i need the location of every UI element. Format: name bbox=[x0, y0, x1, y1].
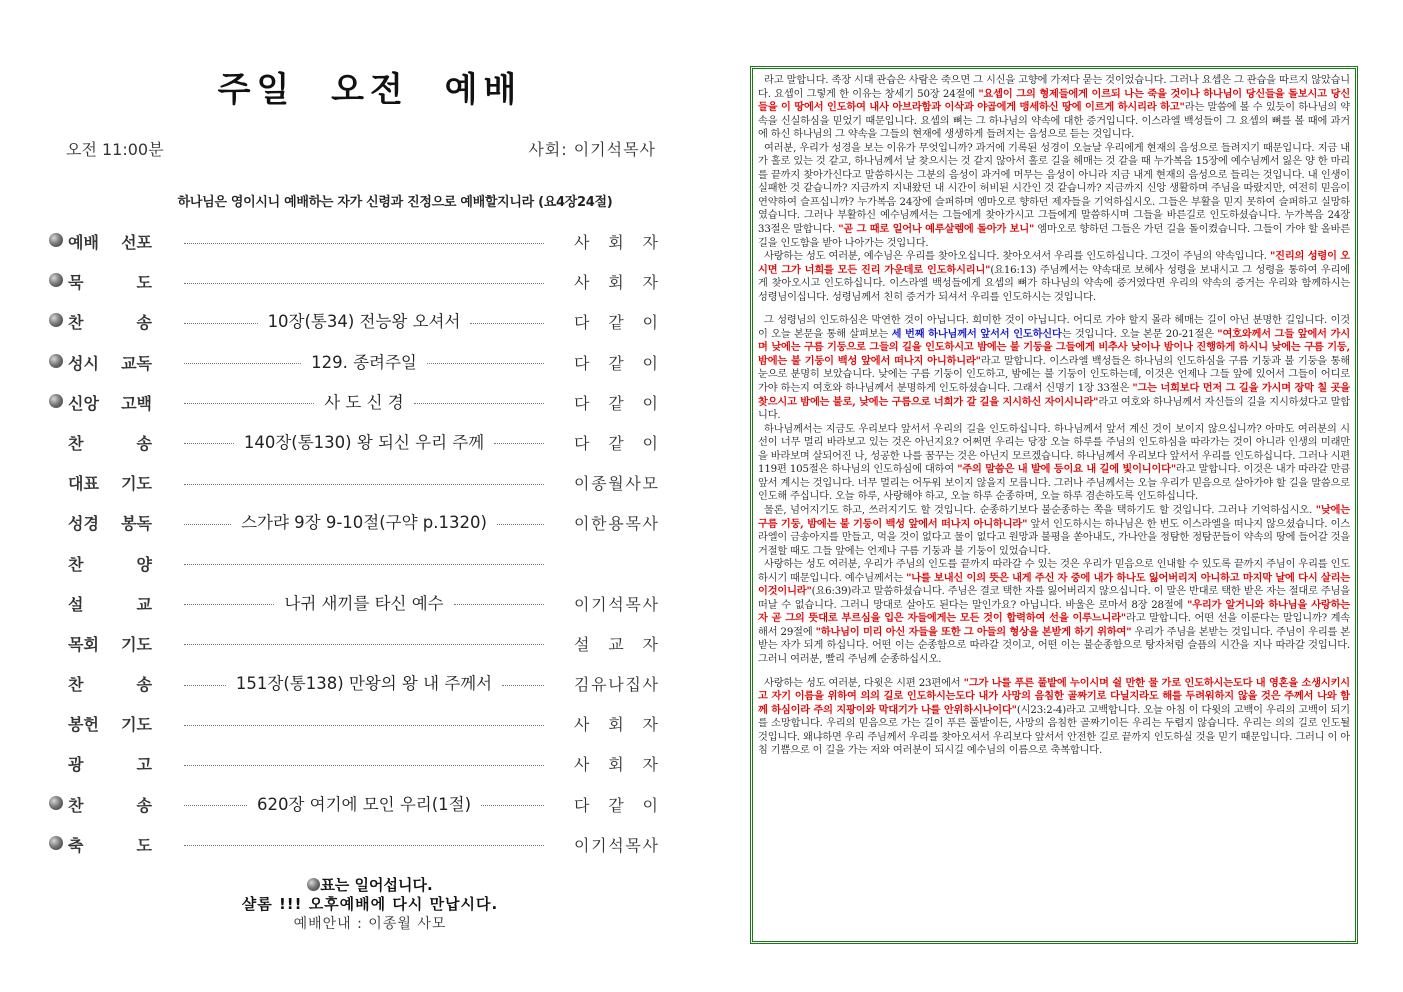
leader-dots bbox=[184, 805, 247, 806]
leader-dots bbox=[481, 805, 544, 806]
order-item-presenter-part: 한 bbox=[591, 514, 607, 534]
sermon-text-run: 앞서 인도하시는 하나님은 한 번도 이스라엘을 떠나지 않으셨습니다. 이스라엘이 금송아지를 만들고, 먹을 것이 없다고 물이 없다고 원망과 불평을 쏟아내도, 가나안을 정탐한 정탐꾼들이 약속의 땅에 들어갈 것을 거절할 때도 그들 앞에는 언제나 구름 기둥과 불 기둥이 있었습니다. bbox=[758, 518, 1350, 557]
sermon-text-run: 하나님께서는 지금도 우리보다 앞서서 우리의 길을 인도하십니다. 하나님께서 앞서 계신 것이 보이지 않으십니까? 아마도 여러분의 시선이 너무 멀리 바라보고 있는 것은 아닌지요? 어쩌면 우리는 당장 오늘 하루를 주님의 인도하심을 따라가는 것이 아니라 인생의 미래만을 바라보며 살되어진 나, 성공한 나를 꿈꾸는 것은 아닌지 모르겠습니다. 하나님께서 우리보다 앞서서 우리를 인도하십니다. 그러나 시편 119편 105절은 하나님의 인도하심에 대하여 bbox=[758, 423, 1350, 476]
order-row bbox=[44, 505, 664, 545]
order-item-presenter-part: 회 bbox=[608, 715, 624, 735]
order-item-presenter-part: 다 bbox=[574, 795, 590, 815]
order-item-detail bbox=[184, 546, 544, 578]
order-item-presenter-part: 자 bbox=[642, 715, 658, 735]
order-item-name-part: 광 bbox=[68, 755, 84, 775]
order-item-name-part: 고 bbox=[136, 755, 152, 775]
stand-bullet-icon bbox=[49, 273, 63, 287]
order-item-name bbox=[68, 672, 152, 695]
order-row bbox=[44, 746, 664, 786]
leader-dots bbox=[470, 323, 544, 324]
order-item-presenter-part: 석 bbox=[608, 594, 624, 614]
order-item-presenter-part: 같 bbox=[608, 313, 624, 333]
order-item-presenter-part: 사 bbox=[574, 715, 590, 735]
order-item-presenter-part: 이 bbox=[642, 393, 658, 413]
leader-dots bbox=[184, 403, 314, 404]
leader-dots bbox=[184, 363, 301, 364]
order-row bbox=[44, 304, 664, 344]
order-item-presenter-part: 같 bbox=[608, 433, 624, 453]
order-item-name-part: 선포 bbox=[121, 233, 152, 252]
order-item-detail bbox=[184, 706, 544, 738]
order-item-presenter-part: 종 bbox=[591, 474, 607, 494]
order-item-presenter-part: 이 bbox=[574, 514, 590, 534]
leader-dots bbox=[184, 604, 274, 605]
order-item-detail bbox=[184, 465, 544, 497]
order-item-name-part: 찬 bbox=[68, 554, 84, 574]
order-item-content: 151장(통138) 만왕의 왕 내 주께서 bbox=[235, 674, 493, 694]
order-item-name-part: 봉독 bbox=[121, 514, 152, 534]
sermon-text-run: (시23:2-4)라고 고백합니다. 오늘 아침 이 다윗의 고백이 우리의 고백이 되기를 소망합니다. 우리의 믿음으로 가는 길이 푸른 풀밭이든, 사망의 음침한 골짜기이든 우리는 두렵지 않습니다. 우리는 의의 길로 인도될 것입니다. 왜냐하면 우리 주님께서 우리를 찾아오셔서 우리보다 앞서서 안전한 길로 끝까지 인도하실 것을 믿기 때문입니다. 그러니 이 아침 기쁨으로 이 길을 가는 저와 여러분이 되시길 예수님의 이름으로 축복합니다. bbox=[758, 704, 1351, 757]
order-item-presenter bbox=[574, 833, 658, 856]
order-item-presenter bbox=[574, 391, 658, 414]
order-item-presenter-part: 다 bbox=[574, 313, 590, 333]
order-item-detail bbox=[184, 304, 544, 336]
order-item-presenter-part: 사 bbox=[574, 233, 590, 252]
leader-dots bbox=[427, 363, 544, 364]
order-item-presenter-part: 나 bbox=[608, 675, 624, 695]
leader-dots bbox=[184, 524, 231, 525]
order-item-name-part: 찬 bbox=[68, 313, 84, 333]
order-item-name-part: 성시 bbox=[68, 353, 99, 373]
order-item-name bbox=[68, 270, 152, 293]
order-item-presenter bbox=[574, 351, 658, 374]
order-item-presenter bbox=[574, 230, 658, 253]
order-item-name-part: 송 bbox=[136, 675, 152, 695]
order-item-content: 10장(통34) 전능왕 오셔서 bbox=[267, 312, 461, 332]
leader-dots bbox=[184, 644, 544, 645]
order-item-presenter bbox=[574, 752, 658, 775]
order-item-presenter-part: 김 bbox=[574, 675, 590, 695]
order-item-name-part: 찬 bbox=[68, 675, 84, 695]
order-item-presenter-part: 회 bbox=[608, 755, 624, 775]
order-list bbox=[44, 224, 664, 867]
order-item-name-part: 송 bbox=[136, 795, 152, 815]
order-item-presenter-part: 사 bbox=[642, 514, 658, 534]
order-item-name bbox=[68, 552, 152, 575]
order-item-presenter-part: 이 bbox=[642, 353, 658, 373]
theme-verse: 하나님은 영이시니 예배하는 자가 신령과 진정으로 예배할지니라 (요4장24절) bbox=[177, 195, 613, 210]
stand-bullet-icon bbox=[307, 878, 320, 891]
order-item-name-part: 봉헌 bbox=[68, 715, 99, 735]
leader-dots bbox=[184, 685, 226, 686]
order-item-content: 140장(통130) 왕 되신 우리 주께 bbox=[243, 432, 485, 452]
order-item-presenter-part: 다 bbox=[574, 433, 590, 453]
order-item-name-part: 예배 bbox=[68, 233, 99, 252]
scripture-quote: "낮에는 구름 기둥, 밤에는 불 기둥이 백성 앞에서 떠나지 아니하니라" bbox=[758, 503, 1350, 530]
scripture-quote: "우리가 알거니와 하나님을 사랑하는 자 곧 그의 뜻대로 부르심을 입은 자들에게는 모든 것이 합력하여 선을 이루느니라" bbox=[758, 598, 1350, 625]
order-item-name-part: 기도 bbox=[121, 715, 152, 735]
order-item-presenter-part: 같 bbox=[608, 353, 624, 373]
order-row bbox=[44, 224, 664, 264]
sermon-paragraph bbox=[758, 74, 1350, 142]
order-item-presenter-part: 이 bbox=[574, 474, 590, 494]
leader-dots bbox=[414, 403, 544, 404]
order-item-presenter bbox=[574, 270, 658, 293]
order-item-presenter-part: 석 bbox=[608, 835, 624, 855]
order-row bbox=[44, 425, 664, 465]
order-item-name-part: 도 bbox=[136, 835, 152, 855]
stand-bullet-icon bbox=[49, 233, 63, 247]
sermon-text-run: 라고 여호와 하나님께서 자신들의 길을 지시하셨다고 말합니다. bbox=[758, 396, 1350, 422]
order-item-name-part: 설 bbox=[68, 594, 84, 614]
order-item-name bbox=[68, 351, 152, 374]
guide: 예배안내 : 이종월 사모 bbox=[293, 916, 447, 932]
order-item-name-part: 성경 bbox=[68, 514, 99, 534]
sermon-paragraph bbox=[758, 504, 1350, 558]
scripture-quote: 세 번째 하나님께서 앞서서 인도하신다 bbox=[891, 327, 1062, 340]
order-item-presenter-part: 기 bbox=[591, 835, 607, 855]
sermon-text-run: 라고 말합니다. 어떤 선을 이룬다는 말입니까? 계속해서 29절에 bbox=[758, 613, 1350, 638]
order-item-detail bbox=[184, 586, 544, 618]
scripture-quote: "나를 보내신 이의 뜻은 내게 주신 자 중에 내가 하나도 잃어버리지 아니하고 마지막 날에 다시 살리는 이것이니라" bbox=[758, 571, 1351, 598]
order-item-name-part: 송 bbox=[136, 433, 152, 453]
order-item-presenter-part: 설 bbox=[574, 634, 590, 654]
order-item-detail bbox=[184, 345, 544, 377]
stand-bullet-icon bbox=[49, 836, 63, 850]
order-item-presenter-part: 자 bbox=[642, 273, 658, 293]
order-item-presenter-part: 목 bbox=[625, 514, 641, 534]
sermon-text-run: 는 것입니다. 오늘 본문 20-21절은 bbox=[1061, 328, 1218, 340]
order-item-presenter bbox=[574, 592, 658, 615]
sermon-text-run: 물론, 넘어지기도 하고, 쓰러지기도 할 것입니다. 순종하기보다 불순종하는 쪽을 택하기도 할 것입니다. 그러나 기억하십시오. bbox=[764, 504, 1316, 516]
order-item-presenter-part: 이 bbox=[574, 835, 590, 855]
order-item-detail bbox=[184, 264, 544, 296]
sermon-paragraph bbox=[758, 558, 1350, 666]
sermon-text-run: 라고 말합니다. 이것은 내가 따라갈 만큼 앞서 계시는 것입니다. 너무 멀리는 어두워 보이지 않을지 모릅니다. 그러나 주님께서는 오늘 우리가 믿음으로 살아가야 할 길을 말씀으로 인도해 주십니다. 오늘 하루, 사랑해야 하고, 오늘 하루 순종하며, 오늘 하루 겸손하도록 인도하십니다. bbox=[758, 464, 1350, 503]
order-row bbox=[44, 586, 664, 626]
scripture-quote: "진리의 성령이 오시면 그가 너희를 모든 진리 가운데로 인도하시리니" bbox=[758, 250, 1350, 276]
order-item-name-part: 교독 bbox=[121, 353, 152, 373]
order-item-detail bbox=[184, 626, 544, 658]
order-item-name-part: 신앙 bbox=[68, 393, 99, 413]
order-item-presenter-part: 자 bbox=[642, 634, 658, 654]
order-item-presenter bbox=[574, 511, 658, 534]
order-item-presenter-part: 이 bbox=[642, 433, 658, 453]
order-item-name-part: 축 bbox=[68, 835, 84, 855]
order-item-presenter-part: 회 bbox=[608, 233, 624, 252]
sermon-text-run: 라고 말합니다. 족장 시대 관습은 사람은 죽으면 그 시신을 고향에 가져다 묻는 것이었습니다. 그러나 요셉은 그 관습을 따르지 않았습니다. 요셉이 그렇게 한 이유는 창세기 50장 24절에 bbox=[758, 75, 1350, 100]
order-item-presenter-part: 사 bbox=[642, 594, 658, 614]
order-item-detail bbox=[184, 425, 544, 457]
order-item-presenter-part: 같 bbox=[608, 393, 624, 413]
order-item-name bbox=[68, 471, 152, 494]
leader-dots bbox=[184, 323, 258, 324]
order-item-presenter-part: 목 bbox=[625, 835, 641, 855]
order-item-name bbox=[68, 391, 152, 414]
order-item-content: 나귀 새끼를 타신 예수 bbox=[284, 593, 444, 613]
order-item-presenter-part: 모 bbox=[642, 474, 658, 494]
order-item-name bbox=[68, 230, 152, 253]
scripture-quote: "여호와께서 그들 앞에서 가시며 낮에는 구름 기둥으로 그들의 길을 인도하시고 밤에는 불 기둥을 그들에게 비추사 낮이나 밤이나 진행하게 하시니 낮에는 구름 기둥, 밤에는 불 기둥이 백성 앞에서 떠나지 아니하니라" bbox=[758, 327, 1351, 367]
order-item-presenter-part: 사 bbox=[574, 273, 590, 293]
sermon-paragraph bbox=[758, 423, 1350, 504]
order-item-detail bbox=[184, 666, 544, 698]
leader-dots bbox=[184, 564, 544, 565]
order-item-name-part: 기도 bbox=[121, 634, 152, 654]
leader-dots bbox=[184, 484, 544, 485]
order-item-presenter bbox=[574, 793, 658, 816]
scripture-quote: "그는 너희보다 먼저 그 길을 가시며 장막 칠 곳을 찾으시고 밤에는 불로, 낮에는 구름으로 너희가 갈 길을 지시하신 자이시니라" bbox=[758, 382, 1350, 408]
order-item-presenter bbox=[574, 471, 658, 494]
leader-dots bbox=[184, 725, 544, 726]
sermon-text-run: (요6:39)라고 말씀하셨습니다. 주님은 결코 택한 자를 잃어버리지 않으십니다. 이 말은 반대로 택한 받은 자는 절대로 주님을 떠날 수 없습니다. 그러니 망대로 살아도 된다는 말인가요? 아닙니다. 바울은 로마서 8장 28절에 bbox=[758, 586, 1350, 611]
order-item-content: 129. 종려주일 bbox=[311, 352, 417, 372]
order-row bbox=[44, 264, 664, 304]
sermon-text-run: 라고 말합니다. 이스라엘 백성들은 하나님의 인도하심을 구름 기둥과 불 기둥을 통해 눈으로 분명히 보았습니다. 낮에는 구름 기둥이 인도하고, 밤에는 불 기둥이 인도하는데, 이것은 언제나 그들 앞에 있어서 그들이 어디로 가야 하는지 여호와 하나님께서 분명하게 인도하셨습니다. 그래서 신명기 1장 33절은 bbox=[758, 355, 1351, 395]
order-item-name-part: 찬 bbox=[68, 433, 84, 453]
order-item-presenter-part: 월 bbox=[608, 474, 624, 494]
scripture-quote: "하나님이 미리 아신 자들을 또한 그 아들의 형상을 본받게 하기 위하여" bbox=[815, 625, 1132, 638]
stand-bullet-icon bbox=[49, 796, 63, 810]
order-item-name-part: 도 bbox=[136, 273, 152, 293]
order-row bbox=[44, 626, 664, 666]
order-row bbox=[44, 787, 664, 827]
order-item-presenter-part: 교 bbox=[608, 634, 624, 654]
order-item-detail bbox=[184, 827, 544, 859]
order-item-name bbox=[68, 511, 152, 534]
scripture-quote: "그가 나를 푸른 풀밭에 누이시며 쉴 만한 물 가로 인도하시는도다 내 영혼을 소생시키시고 자기 이름을 위하여 의의 길로 인도하시는도다 내가 사망의 음침한 골짜기로 다닐지라도 해를 두려워하지 않을 것은 주께서 나와 함께 하심이라 주의 지팡이와 막대기가 나를 안위하시나이다" bbox=[758, 676, 1351, 716]
leader-dots bbox=[494, 443, 544, 444]
order-row bbox=[44, 706, 664, 746]
order-item-detail bbox=[184, 505, 544, 537]
sermon-paragraph bbox=[758, 314, 1350, 422]
order-row bbox=[44, 345, 664, 385]
order-item-presenter bbox=[574, 712, 658, 735]
order-item-name bbox=[68, 793, 152, 816]
order-item-presenter-part: 사 bbox=[642, 675, 658, 695]
order-item-name-part: 고백 bbox=[121, 393, 152, 413]
order-item-presenter bbox=[574, 310, 658, 333]
order-item-presenter-part: 용 bbox=[608, 514, 624, 534]
leader-dots bbox=[184, 283, 544, 284]
order-item-name bbox=[68, 431, 152, 454]
order-item-name-part: 대표 bbox=[68, 474, 99, 494]
sermon-text-run: 여러분, 우리가 성경을 보는 이유가 무엇입니까? 과거에 기록된 성경이 오늘날 우리에게 현재의 음성으로 들려지기 때문입니다. 지금 내가 홀로 있는 것 같고, 하나님께서 날 찾으시는 것 같지 않아서 홀로 길을 헤매는 것 같을 때 누가복음 15장에 예수님께서 잃은 양 한 마리를 끝까지 찾아가신다고 말씀하시는 그분의 음성이 과거에 머무는 음성이 아니라 지금 내게 현재의 음성으로 들리는 것입니다. 내 인생이 실패한 것 같습니까? 지금까지 지내왔던 내 시간이 허비된 시간인 것 같습니까? 지금까지 신앙 생활하며 주님을 따랐지만, 여전히 믿음이 연약하여 슬프십니까? 누가복음 24장에 슬퍼하며 엠마오로 향하던 제자들을 기억하십시오. 그들은 부활을 믿지 못하여 슬퍼하고 실망하였습니다. 그러나 부활하신 예수님께서는 그들에게 찾아가시고 그들에게 말씀하시며 그들을 바른길로 인도하셨습니다. 누가복음 24장 33절은 말합니다. bbox=[758, 142, 1350, 236]
order-item-presenter-part: 이 bbox=[642, 313, 658, 333]
stand-note bbox=[0, 874, 740, 895]
order-item-name bbox=[68, 833, 152, 856]
sermon-paragraph bbox=[758, 250, 1350, 304]
service-time: 오전 11:00분 bbox=[66, 140, 164, 159]
order-item-presenter-part: 사 bbox=[625, 474, 641, 494]
order-item-presenter-part: 이 bbox=[642, 795, 658, 815]
scripture-quote: "곧 그 때로 일어나 예루살렘에 돌아가 보니" bbox=[838, 223, 1035, 236]
order-item-presenter-part: 다 bbox=[574, 353, 590, 373]
order-item-presenter-part: 이 bbox=[574, 594, 590, 614]
stand-bullet-icon bbox=[49, 394, 63, 408]
sermon-paragraph bbox=[758, 142, 1350, 250]
leader-dots bbox=[184, 243, 544, 244]
order-item-name-part: 교 bbox=[136, 594, 152, 614]
order-item-presenter-part: 집 bbox=[625, 675, 641, 695]
order-item-name bbox=[68, 752, 152, 775]
order-row bbox=[44, 666, 664, 706]
order-item-content: 스가랴 9장 9-10절(구약 p.1320) bbox=[241, 513, 487, 533]
order-item-name-part: 송 bbox=[136, 313, 152, 333]
leader-dots bbox=[502, 685, 544, 686]
order-item-name bbox=[68, 632, 152, 655]
order-item-content: 620장 여기에 모인 우리(1절) bbox=[256, 794, 472, 814]
order-item-presenter-part: 같 bbox=[608, 795, 624, 815]
leader-dots bbox=[184, 765, 544, 766]
order-row bbox=[44, 465, 664, 505]
sermon-text bbox=[758, 74, 1350, 758]
order-item-presenter-part: 사 bbox=[642, 835, 658, 855]
page-title: 주일 오전 예배 bbox=[217, 70, 523, 110]
order-item-name-part: 양 bbox=[136, 554, 152, 574]
leader-dots bbox=[497, 524, 544, 525]
sermon-text-run: (요16:13) 주님께서는 약속대로 보혜사 성령을 보내시고 그 성령을 통하여 우리에게 찾아오시고 인도하십니다. 이스라엘 백성들에게 요셉의 뼈가 하나님의 약속에 증거였다면 우리의 약속의 증거는 우리와 함께하시는 성령님이십니다. 성령님께서 친히 증거가 되셔서 우리를 인도하시는 것입니다. bbox=[758, 264, 1350, 303]
order-row bbox=[44, 385, 664, 425]
order-item-detail bbox=[184, 746, 544, 778]
order-item-presenter bbox=[574, 672, 658, 695]
order-item-content: 사 도 신 경 bbox=[324, 392, 404, 412]
order-item-presenter-part: 회 bbox=[608, 273, 624, 293]
order-item-presenter-part: 다 bbox=[574, 393, 590, 413]
order-item-presenter-part: 자 bbox=[642, 233, 658, 252]
order-row bbox=[44, 546, 664, 586]
sermon-text-run: 라는 말씀에 볼 수 있듯이 하나님의 약속을 신실하심을 믿었기 때문입니다. 요셉의 뼈는 그 하나님의 약속에 대한 증거입니다. 이스라엘 백성들이 그 요셉의 뼈를 볼 때에 과거에 하신 하나님의 그 약속을 그들의 현재에 생생하게 들려지는 음성으로 듣는 것입니다. bbox=[758, 102, 1350, 141]
stand-bullet-icon bbox=[49, 354, 63, 368]
order-item-name bbox=[68, 712, 152, 735]
sermon-paragraph bbox=[758, 677, 1350, 758]
order-item-detail bbox=[184, 224, 544, 256]
stand-bullet-icon bbox=[49, 313, 63, 327]
order-item-detail bbox=[184, 787, 544, 819]
order-item-name-part: 찬 bbox=[68, 795, 84, 815]
service-leader: 사회: 이기석목사 bbox=[528, 140, 656, 159]
order-item-presenter-part: 사 bbox=[574, 755, 590, 775]
leader-dots bbox=[454, 604, 544, 605]
leader-dots bbox=[184, 845, 544, 846]
scripture-quote: "요셉이 그의 형제들에게 이르되 나는 죽을 것이나 하나님이 당신들을 돌보시고 당신들을 이 땅에서 인도하여 내사 아브라함과 이삭과 야곱에게 맹세하신 땅에 이르게 하시리라 하고" bbox=[758, 87, 1351, 114]
order-item-presenter-part: 자 bbox=[642, 755, 658, 775]
order-item-presenter bbox=[574, 431, 658, 454]
sermon-panel bbox=[750, 66, 1358, 944]
order-item-name bbox=[68, 592, 152, 615]
sermon-text-run: 우리가 주님을 본받는 것입니다. 주님이 우리를 본받는 자가 되게 하십니다. 어떤 이는 순종함으로 따라갈 것이고, 어떤 이는 불순종함으로 탕자처럼 슬픔의 시간을 지나 따라갈 것입니다. 그러니 여러분, 빨리 주님께 순종하십시오. bbox=[758, 626, 1350, 665]
order-item-presenter-part: 유 bbox=[591, 675, 607, 695]
order-item-name-part: 묵 bbox=[68, 273, 84, 293]
order-item-presenter bbox=[574, 632, 658, 655]
leader-dots bbox=[184, 443, 234, 444]
order-row bbox=[44, 827, 664, 867]
sermon-text-run: 사랑하는 성도 여러분, 다윗은 시편 23편에서 bbox=[764, 677, 964, 689]
sermon-text-run: 엠마오로 향하던 그들은 가던 길을 돌이켰습니다. 그들이 가야 할 올바른 길을 인도함을 받아 나아가는 것입니다. bbox=[758, 224, 1351, 249]
order-item-name-part: 기도 bbox=[121, 474, 152, 494]
scripture-quote: "주의 말씀은 내 발에 등이요 내 길에 빛이니이다" bbox=[957, 463, 1176, 476]
sermon-text-run: 사랑하는 성도 여러분, 예수님은 우리를 찾아오십니다. 찾아오셔서 우리를 인도하십니다. 그것이 주님의 약속입니다. bbox=[764, 251, 1271, 263]
sermon-text-run: 사랑하는 성도 여러분, 우리가 주님의 인도를 끝까지 따라갈 수 있는 것은 우리가 믿음으로 인내할 수 있도록 끝까지 주님이 우리를 인도하시기 때문입니다. 예수님께서는 bbox=[758, 559, 1350, 584]
order-item-name-part: 목회 bbox=[68, 634, 99, 654]
order-item-name bbox=[68, 310, 152, 333]
order-item-detail bbox=[184, 385, 544, 417]
order-item-presenter-part: 기 bbox=[591, 594, 607, 614]
sermon-text-run: 그 성령님의 인도하심은 막연한 것이 아닙니다. 희미한 것이 아닙니다. 어디로 가야 할지 몰라 헤매는 길이 아닌 분명한 길입니다. 이것이 오늘 본문을 통해 살펴보는 bbox=[758, 315, 1350, 340]
order-item-presenter-part: 목 bbox=[625, 594, 641, 614]
greeting: 샬롬 !!! 오후예배에 다시 만납시다. bbox=[241, 895, 499, 913]
stand-note-text: 표는 일어섭니다. bbox=[320, 876, 433, 894]
